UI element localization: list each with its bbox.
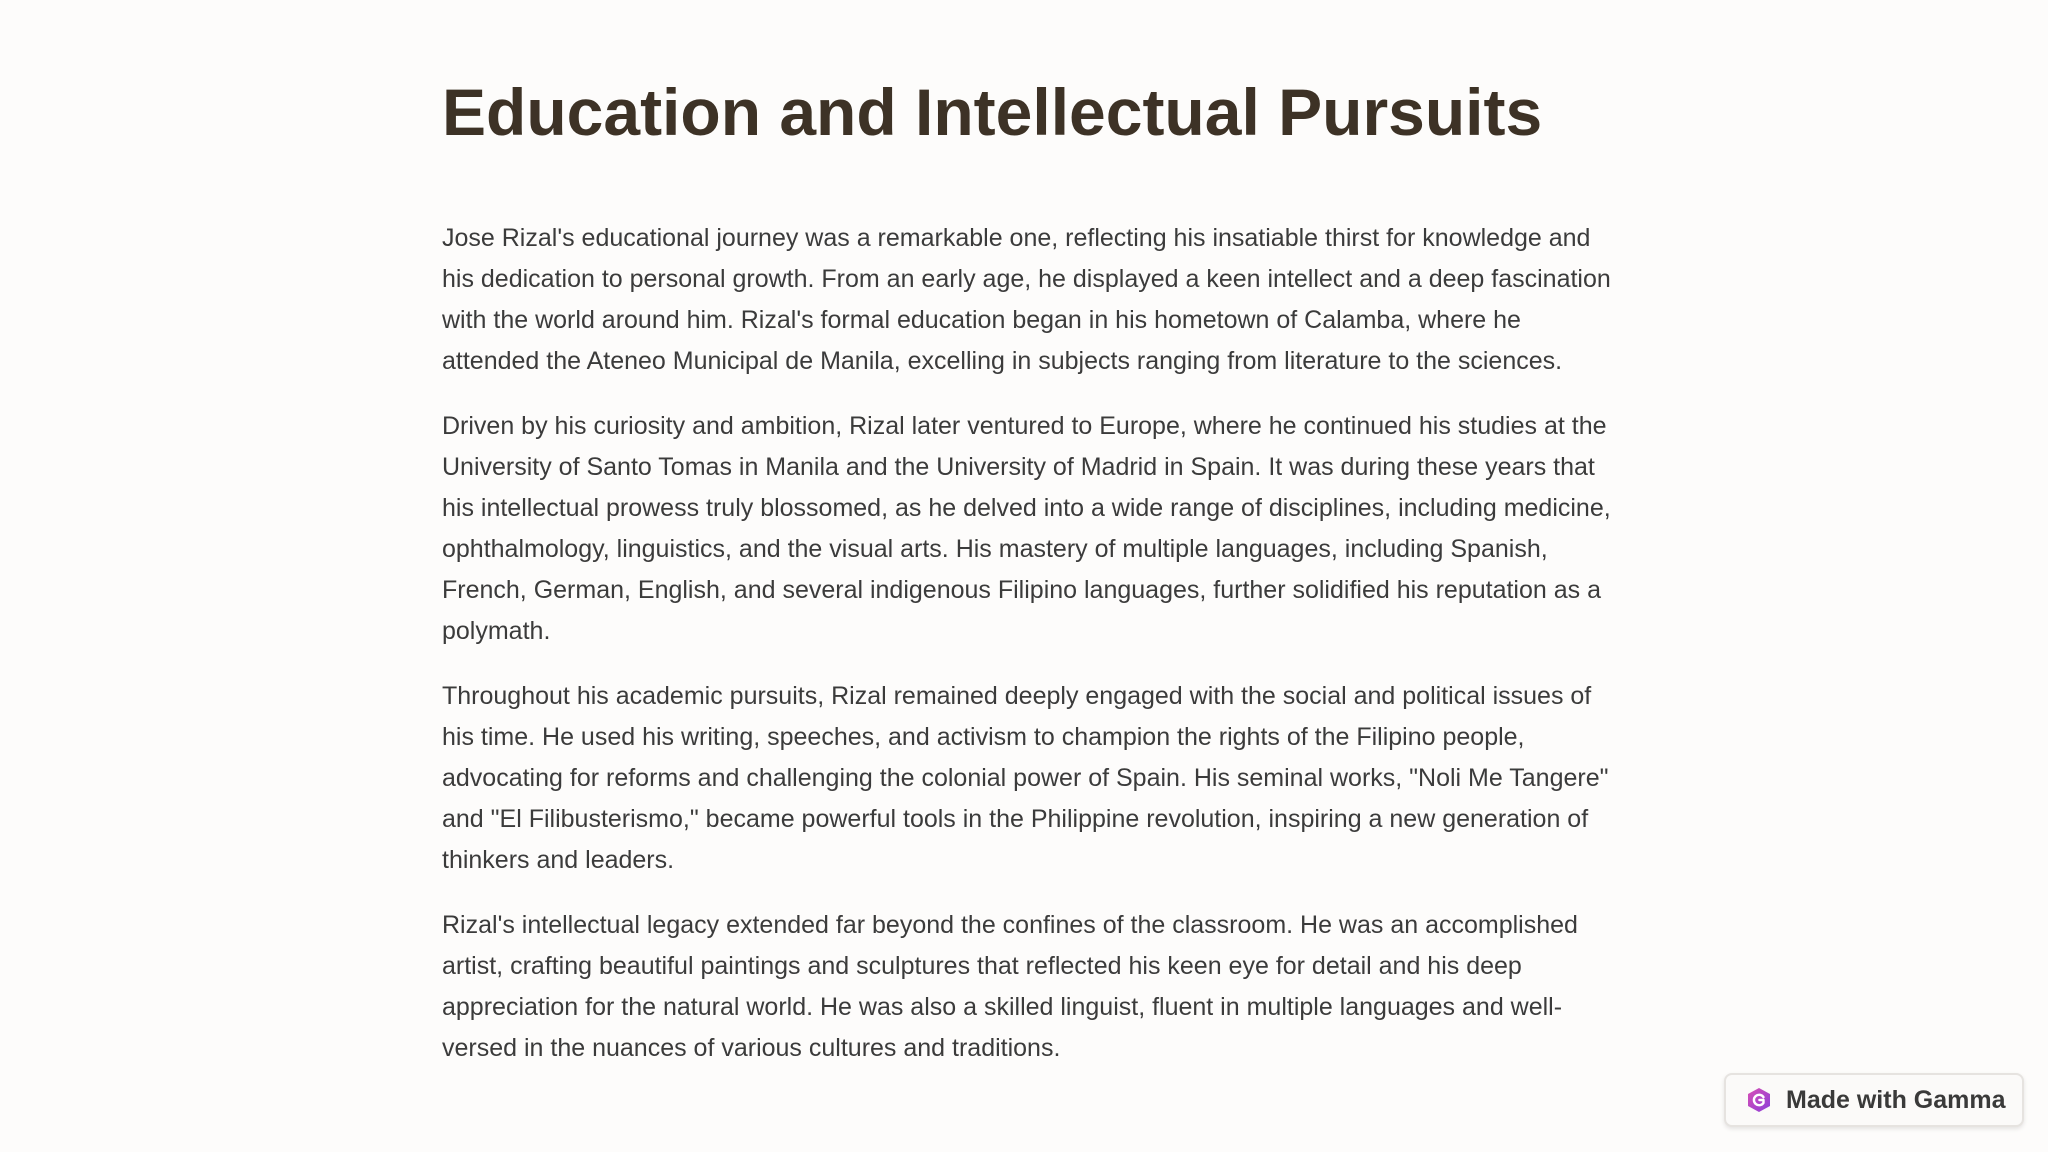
paragraph-1: Jose Rizal's educational journey was a remarkable one, reflecting his insatiable thirst for knowledge and his dedication to personal growth. From an early age, he displayed a keen intellect and a deep fascination with the world around him. Rizal's formal education began in his hometown of Calamba, where he attended the Ateneo Municipal de Manila, excelling in subjects ranging from literature to the sciences. [442,224,1611,375]
paragraph-3: Throughout his academic pursuits, Rizal remained deeply engaged with the social and political issues of his time. He used his writing, speeches, and activism to champion the rights of the Filipino people, advocating for reforms and challenging the colonial power of Spain. His seminal works, "Noli Me Tangere" and "El Filibusterismo," became powerful tools in the Philippine revolution, inspiring a new generation of thinkers and leaders. [442,682,1609,874]
paragraph-4: Rizal's intellectual legacy extended far beyond the confines of the classroom. He was an accomplished artist, crafting beautiful paintings and sculptures that reflected his keen eye for detail and his deep appreciation for the natural world. He was also a skilled linguist, fluent in multiple languages and well-versed in the nuances of various cultures and traditions. [442,911,1578,1062]
made-with-gamma-label: Made with Gamma [1786,1085,2006,1114]
slide-content [442,70,1612,1093]
page-title: Education and Intellectual Pursuits [442,75,1543,149]
paragraph-2: Driven by his curiosity and ambition, Rizal later ventured to Europe, where he continued his studies at the University of Santo Tomas in Manila and the University of Madrid in Spain. It was during these years that his intellectual prowess truly blossomed, as he delved into a wide range of disciplines, including medicine, ophthalmology, linguistics, and the visual arts. His mastery of multiple languages, including Spanish, French, German, English, and several indigenous Filipino languages, further solidified his reputation as a polymath. [442,412,1611,645]
gamma-logo-icon [1746,1087,1772,1113]
made-with-gamma-button[interactable] [1724,1073,2024,1127]
